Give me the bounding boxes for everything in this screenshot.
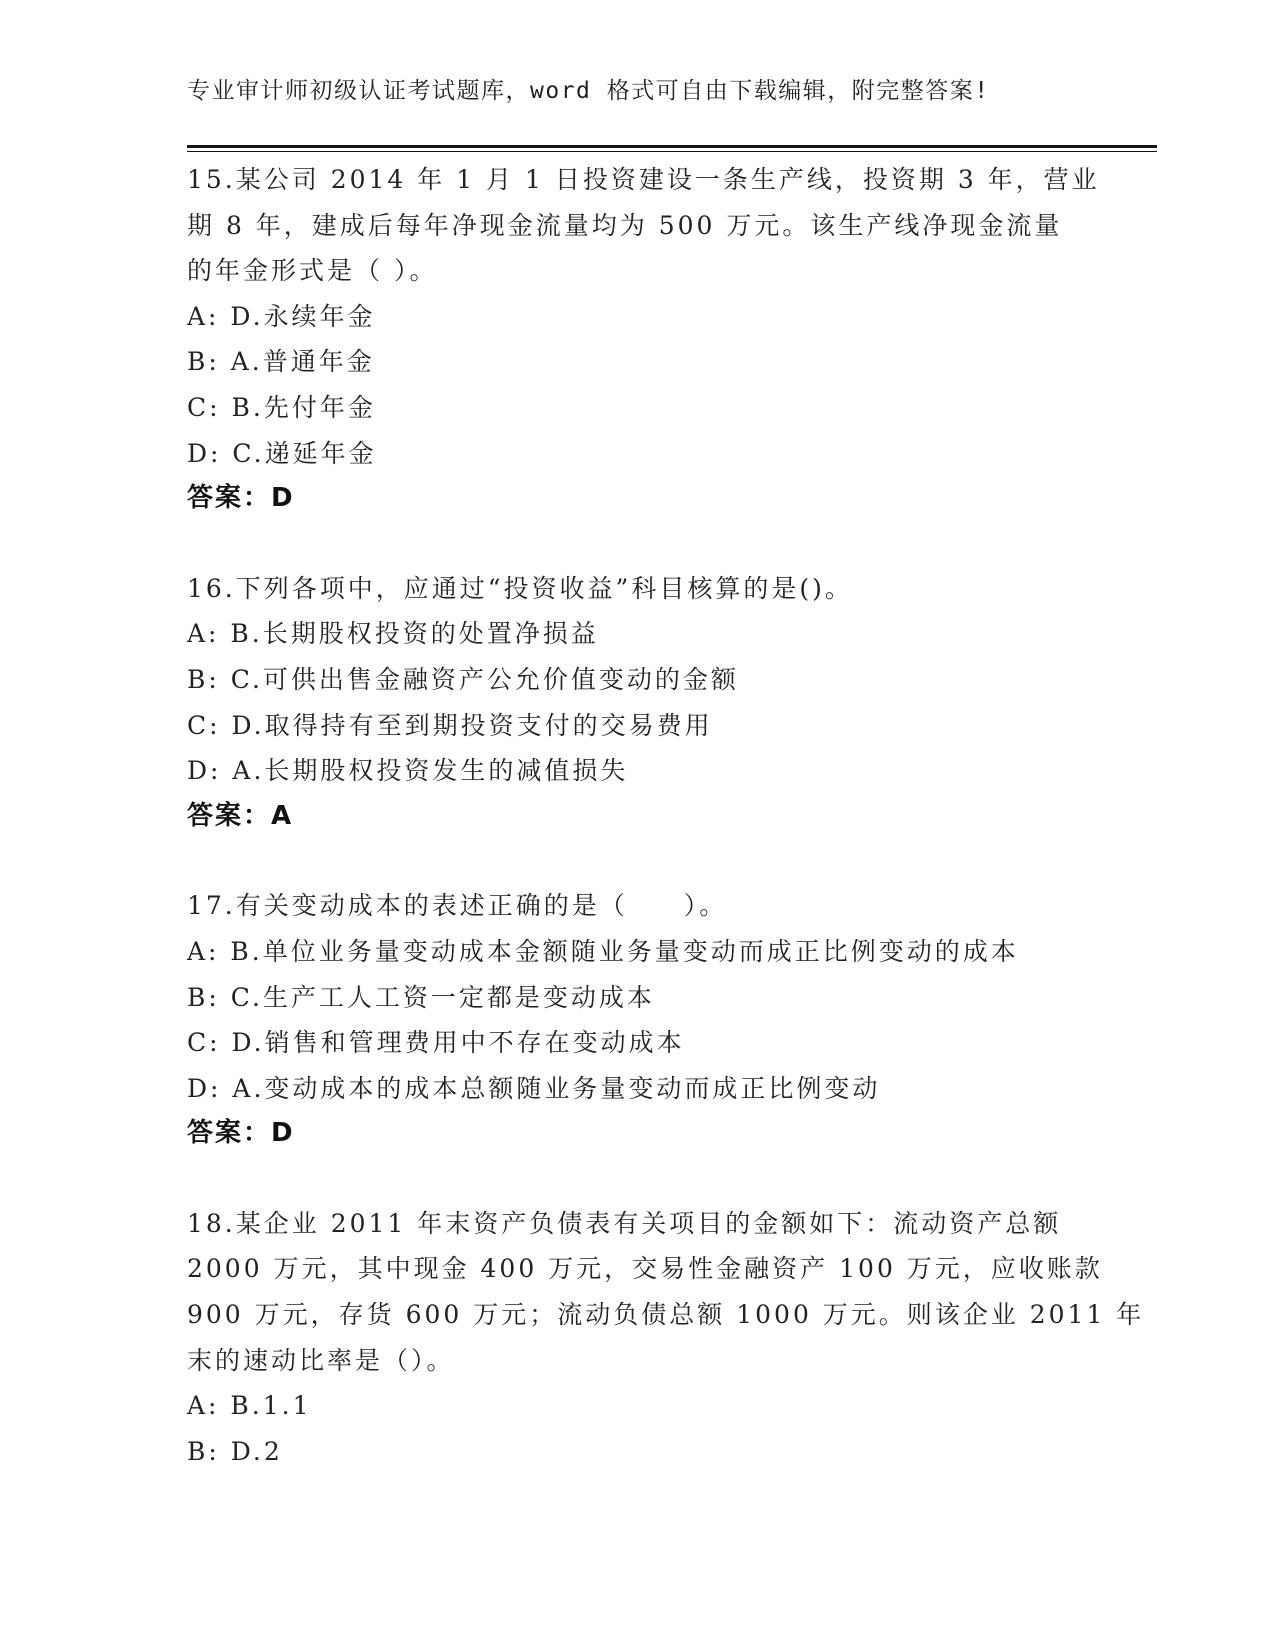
option-b: B: C.可供出售金融资产公允价值变动的金额	[187, 664, 739, 694]
answer-line: 答案：D	[187, 1118, 295, 1149]
question-stem-line: 16.下列各项中，应通过“投资收益”科目核算的是()。	[187, 573, 853, 603]
option-b: B: A.普通年金	[187, 347, 375, 377]
option-c: C: D.销售和管理费用中不存在变动成本	[187, 1028, 685, 1058]
option-d: D: A.长期股权投资发生的减值损失	[187, 756, 629, 786]
option-d: D: C.递延年金	[187, 438, 377, 468]
question-stem-line: 17.有关变动成本的表述正确的是（ ）。	[187, 891, 728, 921]
option-c: C: B.先付年金	[187, 392, 376, 422]
answer-line: 答案：A	[187, 800, 294, 831]
question-stem-line: 末的速动比率是（）。	[187, 1345, 455, 1375]
question-stem-line: 18.某企业 2011 年末资产负债表有关项目的金额如下：流动资产总额	[187, 1208, 1062, 1238]
question-stem-line: 的年金形式是（ ）。	[187, 256, 438, 286]
option-a: A: D.永续年金	[187, 301, 376, 331]
option-c: C: D.取得持有至到期投资支付的交易费用	[187, 710, 713, 740]
header-rule-thin	[187, 151, 1157, 152]
question-stem-line: 900 万元，存货 600 万元；流动负债总额 1000 万元。则该企业 2011 年	[187, 1300, 1145, 1330]
question-list	[187, 157, 1145, 1518]
answer-line: 答案：D	[187, 483, 295, 514]
question-17	[187, 883, 1087, 1157]
option-b: B: D.2	[187, 1436, 283, 1466]
question-stem-line: 期 8 年，建成后每年净现金流量均为 500 万元。该生产线净现金流量	[187, 210, 1063, 240]
option-a: A: B.长期股权投资的处置净损益	[187, 619, 599, 649]
question-15	[187, 157, 1100, 522]
question-stem-line: 2000 万元，其中现金 400 万元，交易性金融资产 100 万元，应收账款	[187, 1254, 1103, 1284]
question-16	[187, 566, 1087, 840]
question-18	[187, 1201, 1145, 1475]
option-a: A: B.1.1	[187, 1391, 312, 1421]
question-stem-line: 15.某公司 2014 年 1 月 1 日投资建设一条生产线，投资期 3 年，营业	[187, 165, 1100, 194]
option-b: B: C.生产工人工资一定都是变动成本	[187, 982, 655, 1012]
option-d: D: A.变动成本的成本总额随业务量变动而成正比例变动	[187, 1073, 881, 1103]
page-header: 专业审计师初级认证考试题库，word 格式可自由下载编辑，附完整答案!	[187, 78, 990, 104]
header-rule-thick	[187, 145, 1157, 148]
option-a: A: B.单位业务量变动成本金额随业务量变动而成正比例变动的成本	[187, 936, 1019, 966]
